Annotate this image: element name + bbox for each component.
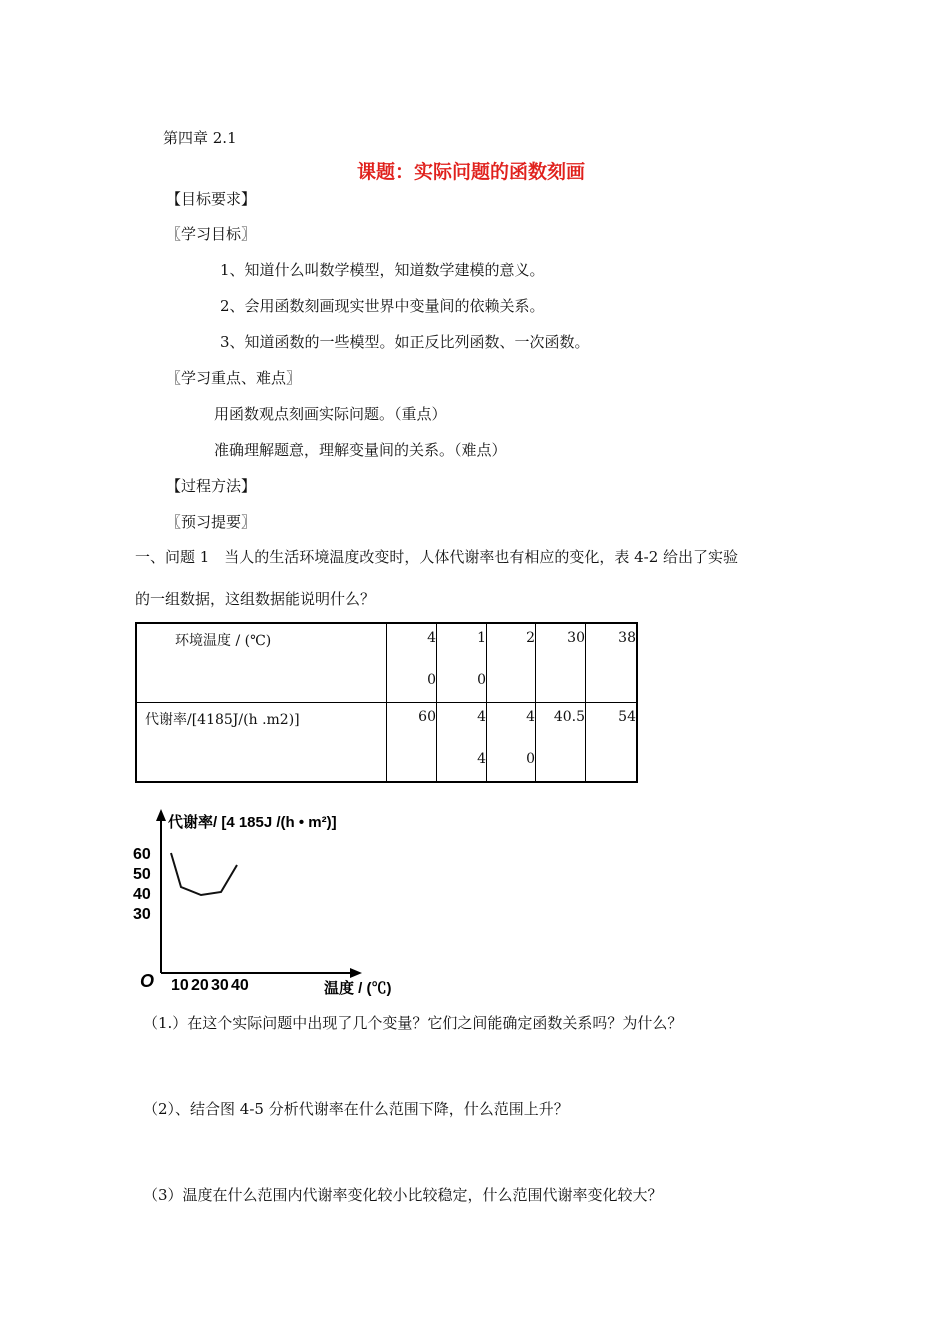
question-item: （2）、结合图 4-5 分析代谢率在什么范围下降，什么范围上升？ <box>143 1100 569 1118</box>
row-label-metabolic-rate: 代谢率/[4185J/(h .m2)] <box>145 712 300 728</box>
key-point-item: 准确理解题意，理解变量间的关系。（难点） <box>214 441 507 459</box>
y-tick-label: 30 <box>133 906 151 923</box>
y-axis-label: 代谢率/ [4 185J /(h • m²)] <box>168 814 337 831</box>
objective-item: 2、会用函数刻画现实世界中变量间的依赖关系。 <box>220 297 545 315</box>
table-row <box>136 623 637 703</box>
table-cell <box>487 703 536 783</box>
objective-item: 1、知道什么叫数学模型，知道数学建模的意义。 <box>220 261 545 279</box>
question-item: （1.）在这个实际问题中出现了几个变量？它们之间能确定函数关系吗？为什么？ <box>143 1014 683 1032</box>
origin-label: O <box>140 971 155 991</box>
table-cell <box>437 623 487 703</box>
table-cell <box>387 623 437 703</box>
table-cell <box>586 623 638 703</box>
table-row <box>136 703 637 783</box>
cell-value: 4 <box>477 709 486 725</box>
cell-value: 1 <box>477 630 486 646</box>
x-tick-label: 10 <box>171 977 189 994</box>
page-title: 课题：实际问题的函数刻画 <box>357 161 586 183</box>
question-item: （3）温度在什么范围内代谢率变化较小比较稳定，什么范围代谢率变化较大？ <box>143 1186 663 1204</box>
cell-value: 4 <box>526 709 535 725</box>
key-points-heading: 〖学习重点、难点〗 <box>166 369 302 387</box>
cell-value-wrap: 0 <box>526 751 535 767</box>
metabolic-rate-chart <box>130 805 430 1005</box>
y-tick-label: 40 <box>133 886 151 903</box>
key-point-item: 用函数观点刻画实际问题。（重点） <box>214 405 447 423</box>
cell-value: 38 <box>618 630 636 646</box>
cell-value: 60 <box>418 709 436 725</box>
y-axis-arrow <box>156 809 166 821</box>
x-axis-label: 温度 / (℃) <box>324 980 392 997</box>
cell-value-wrap: 0 <box>427 672 436 688</box>
data-table <box>135 622 638 783</box>
table-cell <box>387 703 437 783</box>
table-cell <box>536 623 586 703</box>
series-line <box>171 853 237 895</box>
y-tick-label: 60 <box>133 846 151 863</box>
cell-value: 54 <box>618 709 636 725</box>
cell-value: 40.5 <box>553 709 585 725</box>
problem-text-line: 的一组数据，这组数据能说明什么？ <box>135 590 376 608</box>
objective-item: 3、知道函数的一些模型。如正反比列函数、一次函数。 <box>220 333 590 351</box>
table-cell <box>136 703 387 783</box>
table-cell <box>437 703 487 783</box>
table-cell <box>136 623 387 703</box>
learning-objectives-heading: 〖学习目标〗 <box>166 225 257 243</box>
table-cell <box>536 703 586 783</box>
cell-value: 2 <box>526 630 535 646</box>
goals-heading: 【目标要求】 <box>166 190 257 208</box>
cell-value-wrap: 4 <box>477 751 486 767</box>
cell-value: 4 <box>427 630 436 646</box>
x-tick-label: 30 <box>211 977 229 994</box>
cell-value: 30 <box>567 630 585 646</box>
cell-value-wrap: 0 <box>477 672 486 688</box>
x-axis-arrow <box>350 968 362 978</box>
table-cell <box>586 703 638 783</box>
y-tick-label: 50 <box>133 866 151 883</box>
preview-heading: 〖预习提要〗 <box>166 513 257 531</box>
x-tick-label: 20 <box>191 977 209 994</box>
process-heading: 【过程方法】 <box>166 477 257 495</box>
table-cell <box>487 623 536 703</box>
chapter-label: 第四章 2.1 <box>163 129 237 147</box>
problem-text-line: 一、问题 1 当人的生活环境温度改变时，人体代谢率也有相应的变化，表 4-2 给出了实验 <box>135 548 739 566</box>
x-tick-label: 40 <box>231 977 249 994</box>
row-label-temperature: 环境温度 / (℃) <box>175 633 272 649</box>
